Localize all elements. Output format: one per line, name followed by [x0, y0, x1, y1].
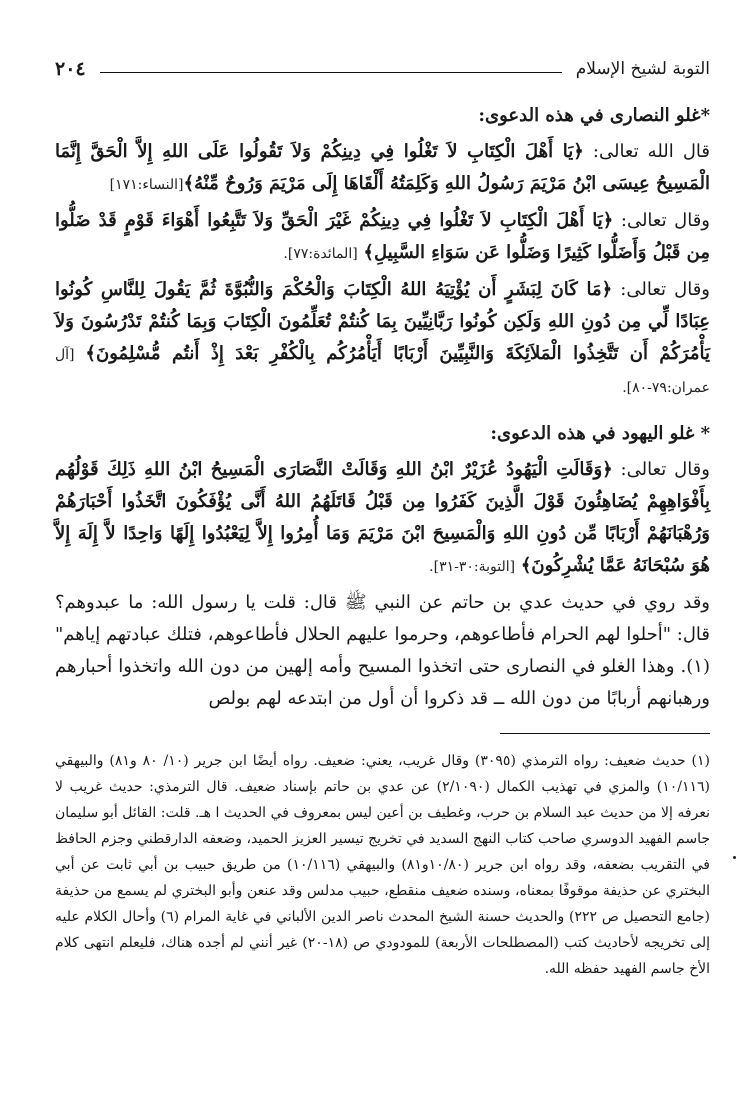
verse-text: ﴿يَا أَهْلَ الْكِتَابِ لاَ تَغْلُوا فِي دِينِكُمْ وَلاَ تَقُولُوا عَلَى اللهِ إِلاَّ الْحَقَّ إِنَّمَا الْمَسِيحُ عِيسَى ابْنُ مَرْيَمَ رَسُولُ اللهِ وَكَلِمَتُهُ أَلْقَاهَا إِلَى مَرْيَمَ وَرُوحٌ مِّنْهُ﴾: [55, 141, 710, 194]
footnote: (١) حديث ضعيف: رواه الترمذي (٣٠٩٥) وقال غريب، يعني: ضعيف. رواه أيضًا ابن جرير (١٠/ ٨٠ و٨١) والبيهقي (١٠/١١٦) والمزي في تهذيب الكمال (٢/١٠٩٠) عن عدي بن حاتم بإسناد ضعيف. قال الترمذي: حديث غريب لا نعرفه إلا من حديث عبد السلام بن حرب، وغطيف بن أعين ليس بمعروف في الحديث ا هـ. قلت: القائل أبو سليمان جاسم الفهيد الدوسري صاحب كتاب النهج السديد في تخريج تيسير العزيز الحميد، وضعفه الدارقطني وجزم الحافظ في التقريب بضعفه، وقد رواه ابن جرير (١٠/٨٠و٨١) والبيهقي (١٠/١١٦) من طريق حبيب بن أبي ثابت عن أبي البختري عن حذيفة موقوفًا بمعناه، وسنده ضعيف منقطع، حبيب مدلس وقد عنعن وأبو البختري لم يسمع من حذيفة (جامع التحصيل ص ٢٢٢) والحديث حسنة الشيخ المحدث ناصر الدين الألباني في غاية المرام (٦) وأحال الكلام عليه إلى تخريجه لأحاديث كتب (المصطلحات الأربعة) للمودودي ص (١٨-٢٠) غير أنني لم أجده هناك، فليعلم انتهى كلام الأخ جاسم الفهيد حفظه الله.: [55, 753, 711, 977]
verse-paragraph: [55, 205, 710, 270]
verse-lead: قال الله تعالى:: [583, 141, 711, 162]
verse-lead: وقال تعالى:: [613, 210, 710, 231]
page-number: ٢٠٤: [55, 58, 86, 80]
header-rule: [100, 72, 562, 73]
verse-reference: [التوبة:٣٠-٣١].: [429, 559, 516, 575]
verse-text: ﴿وَقَالَتِ الْيَهُودُ عُزَيْرٌ ابْنُ اللهِ وَقَالَتْ النَّصَارَى الْمَسِيحُ ابْنُ اللهِ ذَلِكَ قَوْلُهُم بِأَفْوَاهِهِمْ يُضَاهِئُونَ قَوْلَ الَّذِينَ كَفَرُوا مِن قَبْلُ قَاتَلَهُمُ اللهُ أَنَّى يُؤْفَكُونَ اتَّخَذُوا أَحْبَارَهُمْ وَرُهْبَانَهُمْ أَرْبَابًا مِّن دُونِ اللهِ وَالْمَسِيحَ ابْنَ مَرْيَمَ وَمَا أُمِرُوا إِلاَّ لِيَعْبُدُوا إِلَهًا وَاحِدًا لاَّ إِلَهَ إِلاَّ هُوَ سُبْحَانَهُ عَمَّا يُشْرِكُونَ﴾: [55, 459, 710, 576]
margin-mark: [733, 856, 736, 859]
footnote-separator: [500, 733, 710, 734]
verse-reference: [المائدة:٧٧].: [283, 246, 358, 262]
section-heading-jews: * غلو اليهود في هذه الدعوى:: [490, 423, 710, 444]
running-header: [55, 52, 710, 86]
book-title: التوبة لشيخ الإسلام: [575, 59, 710, 79]
body-paragraph: وقد روي في حديث عدي بن حاتم عن النبي ﷺ قال: قلت يا رسول الله: ما عبدوهم؟ قال: "أحلوا لهم الحرام فأطاعوهم، وحرموا عليهم الحلال فأطاعوهم، فتلك عبادتهم إياهم"(١). وهذا الغلو في النصارى حتى اتخذوا المسيح وأمه إلهين من دون الله واتخذوا أحبارهم ورهبانهم أربابًا من دون الله ــ قد ذكروا أن أول من ابتدعه لهم بولص: [55, 592, 711, 709]
verse-lead: وقال تعالى:: [612, 279, 710, 300]
verse-reference: [آل عمران:٧٩-٨٠].: [55, 347, 710, 396]
verse-paragraph: [55, 454, 710, 583]
verse-reference: [النساء:١٧١]: [109, 177, 184, 193]
verse-paragraph: [55, 274, 710, 404]
verse-paragraph: [55, 136, 710, 201]
verse-lead: وقال تعالى:: [612, 459, 710, 480]
section-heading-christians: *غلو النصارى في هذه الدعوى:: [478, 105, 710, 126]
verse-text: ﴿يَا أَهْلَ الْكِتَابِ لاَ تَغْلُوا فِي دِينِكُمْ غَيْرَ الْحَقِّ وَلاَ تَتَّبِعُوا أَهْوَاءَ قَوْمٍ قَدْ ضَلُّوا مِن قَبْلُ وَأَضَلُّوا كَثِيرًا وَضَلُّوا عَن سَوَاءِ السَّبِيلِ﴾: [55, 210, 710, 263]
book-page: [55, 52, 710, 996]
verse-text: ﴿مَا كَانَ لِبَشَرٍ أَن يُؤْتِيَهُ اللهُ الْكِتَابَ وَالْحُكْمَ وَالنُّبُوَّةَ ثُمَّ يَقُولَ لِلنَّاسِ كُونُوا عِبَادًا لِّي مِن دُونِ اللهِ وَلَكِن كُونُوا رَبَّانِيِّينَ بِمَا كُنتُمْ تُعَلِّمُونَ الْكِتَابَ وَبِمَا كُنتُمْ تَدْرُسُونَ وَلاَ يَأْمُرَكُمْ أَن تَتَّخِذُوا الْمَلاَئِكَةَ وَالنَّبِيِّينَ أَرْبَابًا أَيَأْمُرُكُم بِالْكُفْرِ بَعْدَ إِذْ أَنتُم مُّسْلِمُونَ﴾: [55, 279, 710, 364]
